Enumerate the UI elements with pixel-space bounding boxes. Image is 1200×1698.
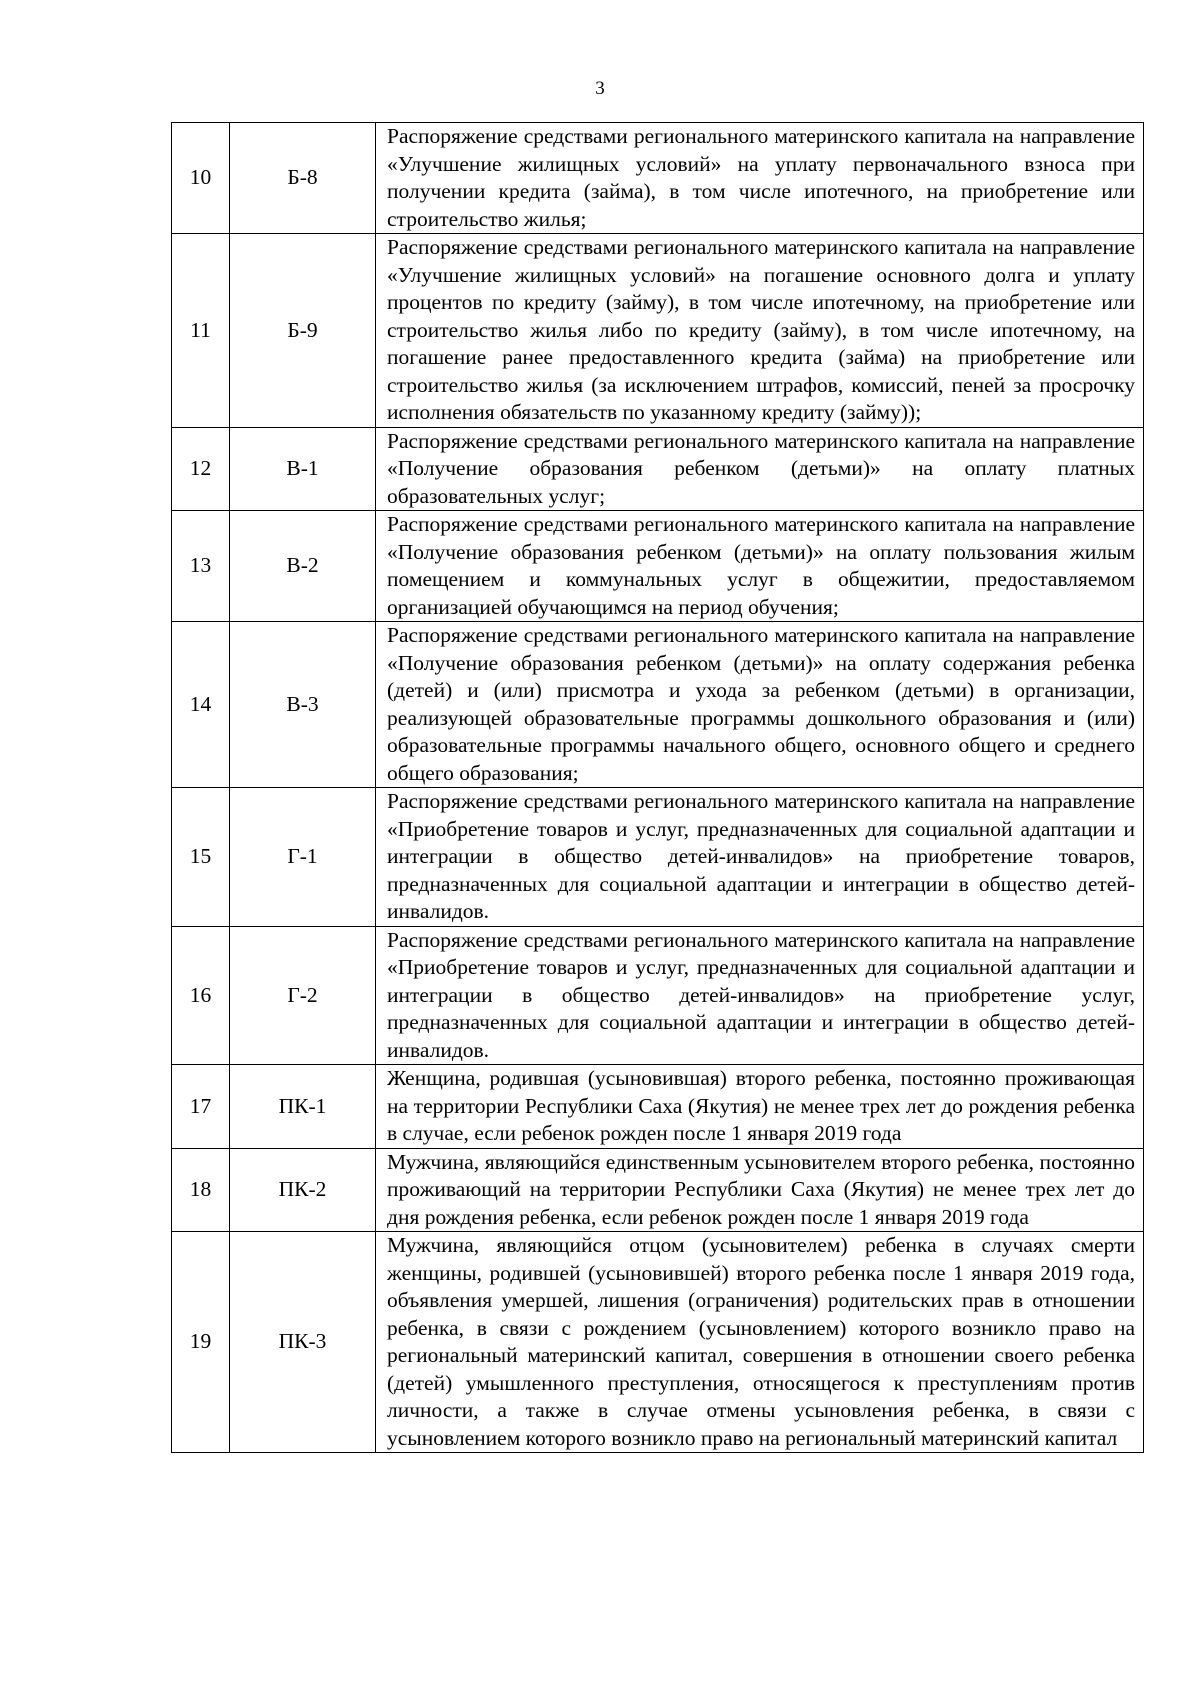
row-description: Распоряжение средствами регионального материнского капитала на направление «Получение образования ребенком (детьми)» на оплату содержания ребенка (детей) и (или) присмотра и ухода за ребенком (детьми) в организации, реализующей образовательные программы дошкольного образования и (или) образовательные программы начального общего, основного общего и среднего общего образования;	[376, 622, 1144, 788]
row-number: 11	[172, 234, 230, 428]
row-number: 14	[172, 622, 230, 788]
row-description: Распоряжение средствами регионального материнского капитала на направление «Получение образования ребенком (детьми)» на оплату платных образовательных услуг;	[376, 427, 1144, 511]
table-row	[172, 234, 1144, 428]
row-number: 15	[172, 788, 230, 927]
row-code: ПК-1	[230, 1065, 376, 1149]
row-code: Б-9	[230, 234, 376, 428]
table-row	[172, 123, 1144, 234]
row-number: 18	[172, 1148, 230, 1232]
row-code: ПК-2	[230, 1148, 376, 1232]
row-description: Распоряжение средствами регионального материнского капитала на направление «Улучшение жилищных условий» на уплату первоначального взноса при получении кредита (займа), в том числе ипотечного, на приобретение или строительство жилья;	[376, 123, 1144, 234]
row-description: Мужчина, являющийся отцом (усыновителем) ребенка в случаях смерти женщины, родившей (усыновившей) второго ребенка после 1 января 2019 года, объявления умершей, лишения (ограничения) родительских прав в отношении ребенка, в связи с рождением (усыновлением) которого возникло право на региональный материнский капитал, совершения в отношении своего ребенка (детей) умышленного преступления, относящегося к преступлениям против личности, а также в случае отмены усыновления ребенка, в связи с усыновлением которого возникло право на региональный материнский капитал	[376, 1232, 1144, 1453]
row-description: Мужчина, являющийся единственным усыновителем второго ребенка, постоянно проживающий на территории Республики Саха (Якутия) не менее трех лет до дня рождения ребенка, если ребенок рожден после 1 января 2019 года	[376, 1148, 1144, 1232]
row-code: ПК-3	[230, 1232, 376, 1453]
row-number: 12	[172, 427, 230, 511]
row-description: Распоряжение средствами регионального материнского капитала на направление «Приобретение товаров и услуг, предназначенных для социальной адаптации и интеграции в общество детей-инвалидов» на приобретение товаров, предназначенных для социальной адаптации и интеграции в общество детей-инвалидов.	[376, 788, 1144, 927]
table-row	[172, 1065, 1144, 1149]
table-row	[172, 511, 1144, 622]
row-code: В-1	[230, 427, 376, 511]
row-number: 13	[172, 511, 230, 622]
row-number: 17	[172, 1065, 230, 1149]
table-row	[172, 926, 1144, 1065]
row-code: В-3	[230, 622, 376, 788]
row-code: Г-2	[230, 926, 376, 1065]
row-description: Распоряжение средствами регионального материнского капитала на направление «Приобретение товаров и услуг, предназначенных для социальной адаптации и интеграции в общество детей-инвалидов» на приобретение услуг, предназначенных для социальной адаптации и интеграции в общество детей-инвалидов.	[376, 926, 1144, 1065]
row-description: Распоряжение средствами регионального материнского капитала на направление «Улучшение жилищных условий» на погашение основного долга и уплату процентов по кредиту (займу), в том числе ипотечному, на приобретение или строительство жилья либо по кредиту (займу), в том числе ипотечному, на погашение ранее предоставленного кредита (займа) на приобретение или строительство жилья (за исключением штрафов, комиссий, пеней за просрочку исполнения обязательств по указанному кредиту (займу));	[376, 234, 1144, 428]
row-description: Женщина, родившая (усыновившая) второго ребенка, постоянно проживающая на территории Республики Саха (Якутия) не менее трех лет до рождения ребенка в случае, если ребенок рожден после 1 января 2019 года	[376, 1065, 1144, 1149]
row-number: 16	[172, 926, 230, 1065]
table-row	[172, 1148, 1144, 1232]
table-row	[172, 788, 1144, 927]
row-code: В-2	[230, 511, 376, 622]
table-row	[172, 1232, 1144, 1453]
page-number: 3	[595, 78, 605, 99]
row-code: Г-1	[230, 788, 376, 927]
row-number: 19	[172, 1232, 230, 1453]
row-number: 10	[172, 123, 230, 234]
table-row	[172, 622, 1144, 788]
directions-table	[171, 122, 1144, 1453]
row-description: Распоряжение средствами регионального материнского капитала на направление «Получение образования ребенком (детьми)» на оплату пользования жилым помещением и коммунальных услуг в общежитии, предоставляемом организацией обучающимся на период обучения;	[376, 511, 1144, 622]
table-row	[172, 427, 1144, 511]
row-code: Б-8	[230, 123, 376, 234]
